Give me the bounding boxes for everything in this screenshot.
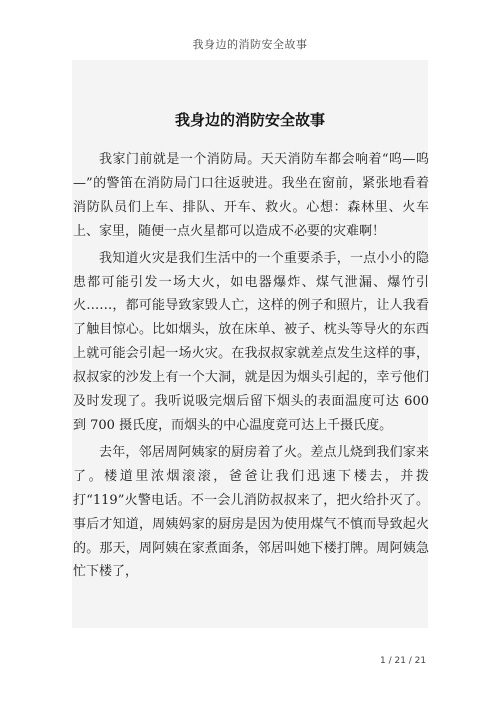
- document-body: [73, 148, 429, 587]
- paragraph-1: 我家门前就是一个消防局。天天消防车都会响着“呜—呜—”的警笛在消防局门口往返驶进。我坐在窗前，紧张地看着消防队员们上车、排队、开车、救火。心想：森林里、火车上、家里，随便一点火星都可以造成不必要的灾难啊！: [73, 152, 429, 239]
- paragraph-3: 去年，邻居周阿姨家的厨房着了火。差点儿烧到我们家来了。楼道里浓烟滚滚，爸爸让我们迅速下楼去，并拨打“119”火警电话。不一会儿消防叔叔来了，把火给扑灭了。事后才知道，周姨妈家的厨房是因为使用煤气不慎而导致起火的。那天，周阿姨在家煮面条，邻居叫她下楼打牌。周阿姨急忙下楼了，: [73, 444, 429, 580]
- document-title: 我身边的消防安全故事: [174, 111, 325, 129]
- paragraph-2: 我知道火灾是我们生活中的一个重要杀手，一点小小的隐患都可能引发一场大火，如电器爆炸、煤气泄漏、爆竹引火……，都可能导致家毁人亡，这样的例子和照片，让人我看了触目惊心。比如烟头，放在床单、被子、枕头等导火的东西上就可能会引起一场火灾。在我叔叔家就差点发生这样的事，叔叔家的沙发上有一个大洞，就是因为烟头引起的，幸亏他们及时发现了。我听说吸完烟后留下烟头的表面温度可达 600 到 700 摄氏度，而烟头的中心温度竟可达上千摄氏度。: [73, 250, 429, 433]
- page-indicator: 1 / 21 / 21: [380, 656, 427, 666]
- header-title: 我身边的消防安全故事: [192, 38, 308, 51]
